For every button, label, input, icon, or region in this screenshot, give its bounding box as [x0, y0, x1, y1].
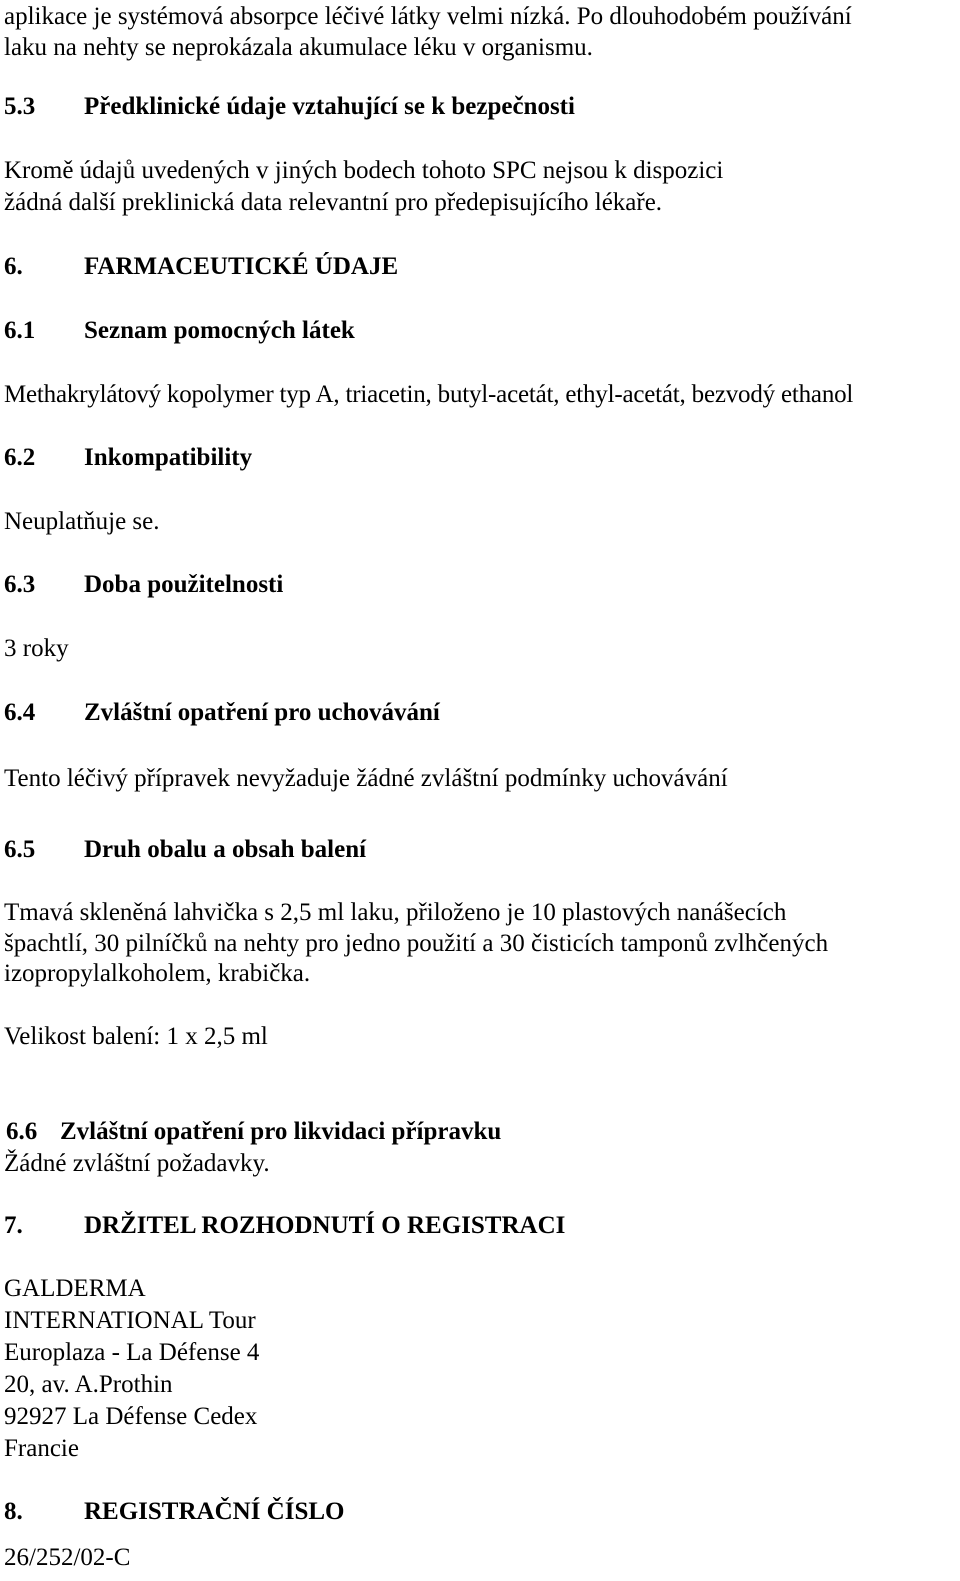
section-6-heading — [4, 252, 398, 282]
section-6-2-text: Neuplatňuje se. — [4, 508, 160, 535]
section-number: 6.3 — [4, 571, 36, 598]
section-6-4-heading — [4, 698, 440, 728]
section-6-3-text: 3 roky — [4, 635, 69, 662]
section-6-6-text: Žádné zvláštní požadavky. — [4, 1150, 270, 1177]
section-6-5-line-2: špachtlí, 30 pilníčků na nehty pro jedno použití a 30 čisticích tamponů zvlhčených — [4, 930, 829, 957]
section-6-5-line-1: Tmavá skleněná lahvička s 2,5 ml laku, přiloženo je 10 plastových nanášecích — [4, 899, 787, 926]
address-line: 92927 La Défense Cedex — [4, 1403, 258, 1430]
section-title: Předklinické údaje vztahující se k bezpečnosti — [84, 93, 575, 120]
section-number: 6.4 — [4, 699, 36, 726]
section-number: 6.5 — [4, 836, 36, 863]
section-number: 6.1 — [4, 317, 36, 344]
section-6-6-heading — [6, 1117, 501, 1147]
address-line: 20, av. A.Prothin — [4, 1371, 173, 1398]
section-5-3-line-2: žádná další preklinická data relevantní pro předepisujícího lékaře. — [4, 189, 663, 216]
section-6-1-heading — [4, 316, 355, 346]
section-6-1-text: Methakrylátový kopolymer typ A, triacetin, butyl-acetát, ethyl-acetát, bezvodý ethanol — [4, 381, 854, 408]
section-title: Inkompatibility — [84, 444, 253, 471]
intro-line-2: laku na nehty se neprokázala akumulace léku v organismu. — [4, 34, 593, 61]
section-6-4-text: Tento léčivý přípravek nevyžaduje žádné zvláštní podmínky uchovávání — [4, 765, 728, 792]
section-number: 7. — [4, 1212, 23, 1239]
section-6-5-pack-size: Velikost balení: 1 x 2,5 ml — [4, 1023, 268, 1050]
address-line: GALDERMA — [4, 1275, 146, 1302]
section-7-heading — [4, 1211, 565, 1241]
section-6-5-heading — [4, 835, 366, 865]
section-title: FARMACEUTICKÉ ÚDAJE — [84, 253, 399, 280]
section-title: Zvláštní opatření pro uchovávání — [84, 699, 440, 726]
section-title: Seznam pomocných látek — [84, 317, 355, 344]
section-number: 6.2 — [4, 444, 36, 471]
section-6-5-line-3: izopropylalkoholem, krabička. — [4, 960, 311, 987]
section-title: Druh obalu a obsah balení — [84, 836, 367, 863]
section-number: 6.6 — [6, 1118, 38, 1145]
section-number: 6. — [4, 253, 23, 280]
section-title: DRŽITEL ROZHODNUTÍ O REGISTRACI — [84, 1212, 566, 1239]
section-6-3-heading — [4, 570, 283, 600]
section-title: Doba použitelnosti — [84, 571, 284, 598]
section-title: REGISTRAČNÍ ČÍSLO — [84, 1498, 345, 1525]
section-5-3-line-1: Kromě údajů uvedených v jiných bodech tohoto SPC nejsou k dispozici — [4, 157, 724, 184]
intro-line-1: aplikace je systémová absorpce léčivé látky velmi nízká. Po dlouhodobém používání — [4, 3, 852, 30]
section-title: Zvláštní opatření pro likvidaci přípravku — [60, 1118, 502, 1145]
address-line: Francie — [4, 1435, 79, 1462]
section-8-heading — [4, 1497, 345, 1527]
address-line: INTERNATIONAL Tour — [4, 1307, 256, 1334]
section-number: 8. — [4, 1498, 23, 1525]
section-5-3-heading — [4, 92, 575, 122]
section-6-2-heading — [4, 443, 252, 473]
section-number: 5.3 — [4, 93, 36, 120]
registration-number: 26/252/02-C — [4, 1544, 131, 1571]
address-line: Europlaza - La Défense 4 — [4, 1339, 260, 1366]
